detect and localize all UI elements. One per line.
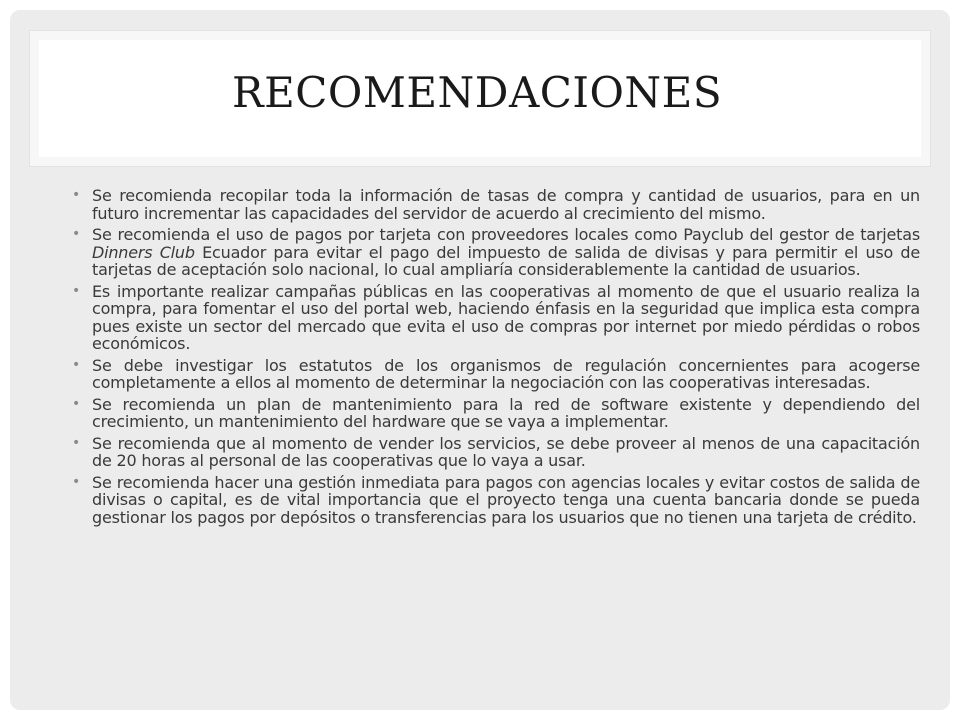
bullet-icon: • — [72, 187, 81, 203]
bullet-icon: • — [72, 395, 81, 412]
bullet-text: Se recomienda que al momento de vender los servicios, se debe proveer al menos de una capacitación de 20 horas al personal de las cooperativas que lo vaya a usar. — [92, 433, 920, 470]
bullet-icon: • — [72, 282, 81, 299]
bullet-icon: • — [72, 356, 81, 373]
slide-title: RECOMENDACIONES — [232, 68, 723, 117]
bullet-text: Se recomienda recopilar toda la información de tasas de compra y cantidad de usuarios, para en un futuro incrementar las capacidades del servidor de acuerdo al crecimiento del mismo. — [92, 186, 920, 223]
recommendations-list — [72, 187, 920, 530]
bullet-text: Se recomienda el uso de pagos por tarjeta con proveedores locales como Payclub del gestor de tarjetas — [92, 225, 920, 244]
bullet-icon: • — [72, 473, 81, 490]
bullet-item — [72, 226, 920, 279]
bullet-item — [72, 357, 920, 392]
bullet-text: Es importante realizar campañas públicas en las cooperativas al momento de que el usuario realiza la compra, para fomentar el uso del portal web, haciendo énfasis en la seguridad que implica esta compra pues existe un sector del mercado que evita el uso de compras por internet por miedo pérdidas o robos económicos. — [92, 281, 920, 353]
bullet-item — [72, 283, 920, 353]
bullet-text: Se recomienda un plan de mantenimiento para la red de software existente y dependiendo del crecimiento, un mantenimiento del hardware que se vaya a implementar. — [92, 394, 920, 431]
bullet-text-italic: Dinners Club — [92, 242, 195, 262]
bullet-text: Se debe investigar los estatutos de los organismos de regulación concernientes para acogerse completamente a ellos al momento de determinar la negociación con las cooperativas interesadas. — [92, 355, 920, 392]
bullet-icon: • — [72, 226, 81, 242]
bullet-item — [72, 435, 920, 470]
bullet-item — [72, 187, 920, 222]
bullet-text-continued: Ecuador para evitar el pago del impuesto de salida de divisas y para permitir el uso de tarjetas de aceptación solo nacional, lo cual ampliaría considerablemente la cantidad de usuarios. — [92, 242, 921, 279]
bullet-item — [72, 474, 920, 527]
bullet-icon: • — [72, 434, 81, 451]
slide — [10, 10, 950, 710]
bullet-item — [72, 396, 920, 431]
bullet-text: Se recomienda hacer una gestión inmediata para pagos con agencias locales y evitar costos de salida de divisas o capital, es de vital importancia que el proyecto tenga una cuenta bancaria donde se pueda gestionar los pagos por depósitos o transferencias para los usuarios que no tienen una tarjeta de crédito. — [92, 472, 920, 527]
